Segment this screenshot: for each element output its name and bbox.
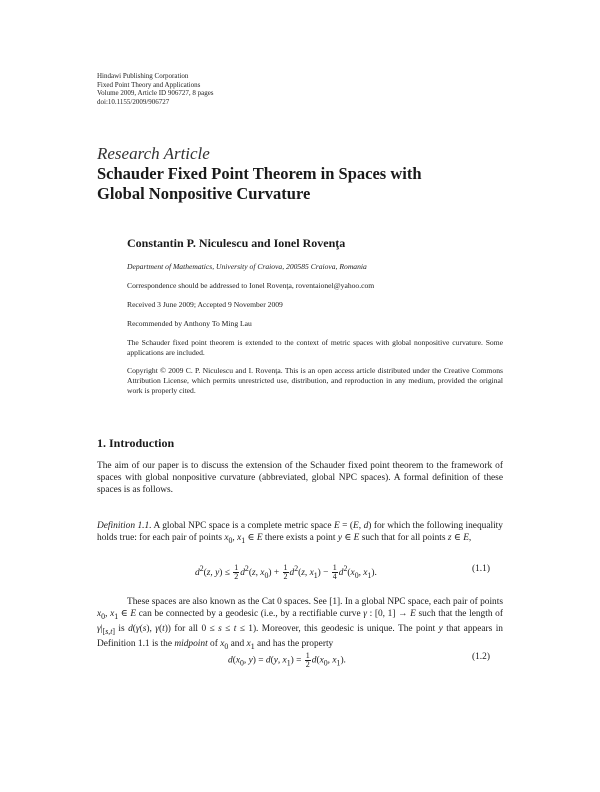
geodesic-paragraph: These spaces are also known as the Cat 0 spaces. See [1]. In a global NPC space, each pair of points $x_0$, $x_1$ ∈ E can be connected by a geodesic (i.e., by a rectifiable curve γ : [0, 1] → E such that the length of $\gamma|_{[s,t]}$ is d(γ(s), γ(t)) for all 0 ≤ s ≤ t ≤ 1). Moreover, this geodesic is unique. The point y that appears in Definition 1.1 is the midpoint of $x_0$ and $x_1$ and has the property — [97, 597, 503, 652]
section-heading-introduction: 1. Introduction — [97, 436, 175, 450]
abstract: The Schauder fixed point theorem is extended to the context of metric spaces with global nonpositive curvature. Some applications are included. — [127, 338, 503, 357]
recommended-by: Recommended by Anthony To Ming Lau — [127, 319, 252, 328]
title-line-1: Schauder Fixed Point Theorem in Spaces with — [97, 164, 422, 183]
journal-header — [97, 72, 214, 106]
volume-line: Volume 2009, Article ID 906727, 8 pages — [97, 89, 214, 98]
correspondence: Correspondence should be addressed to Ionel Rovenţa, roventaionel@yahoo.com — [127, 281, 375, 290]
intro-paragraph: The aim of our paper is to discuss the extension of the Schauder fixed point theorem to the framework of spaces with global nonpositive curvature (abbreviated, global NPC spaces). A formal definition of these spaces is as follows. — [97, 461, 503, 496]
definition-label: Definition 1.1. — [97, 521, 152, 531]
publisher-line: Hindawi Publishing Corporation — [97, 72, 189, 80]
journal-line: Fixed Point Theory and Applications — [97, 80, 201, 89]
title-line-2: Global Nonpositive Curvature — [97, 184, 311, 203]
affiliation: Department of Mathematics, University of Craiova, 200585 Craiova, Romania — [127, 262, 367, 271]
equation-1-2: $d(x_0$, y) = d(y, $x_1$) = $\frac{1}{2}$ $d(x_0$, $x_1$). — [228, 651, 346, 669]
copyright-notice: Copyright © 2009 C. P. Niculescu and I. Rovenţa. This is an open access article distributed under the Creative Commons Attribution License, which permits unrestricted use, distribution, and reproduction in any medium, provided the original work is properly cited. — [127, 366, 503, 395]
received-dates: Received 3 June 2009; Accepted 9 November 2009 — [127, 300, 283, 309]
doi-line: doi:10.1155/2009/906727 — [97, 97, 170, 106]
authors: Constantin P. Niculescu and Ionel Rovenţa — [127, 236, 346, 250]
definition-paragraph: Definition 1.1. A global NPC space is a complete metric space E = (E, d) for which the following inequality holds true: for each pair of points $x_0$, $x_1$ ∈ E there exists a point y ∈ E such that for all points z ∈ E, — [97, 521, 503, 546]
paper-title — [97, 164, 517, 204]
equation-1-1: $d^2(z$, y) ≤ $\frac{1}{2}$ $d^2(z$, $x_0$) + $\frac{1}{2}$ $d^2(z$, $x_1$) − $\frac{1}{4}$ $d^2(x_0$, $x_1$). — [195, 563, 377, 582]
equation-number-1-2: (1.2) — [472, 652, 490, 662]
equation-number-1-1: (1.1) — [472, 564, 490, 574]
article-type: Research Article — [97, 144, 210, 163]
